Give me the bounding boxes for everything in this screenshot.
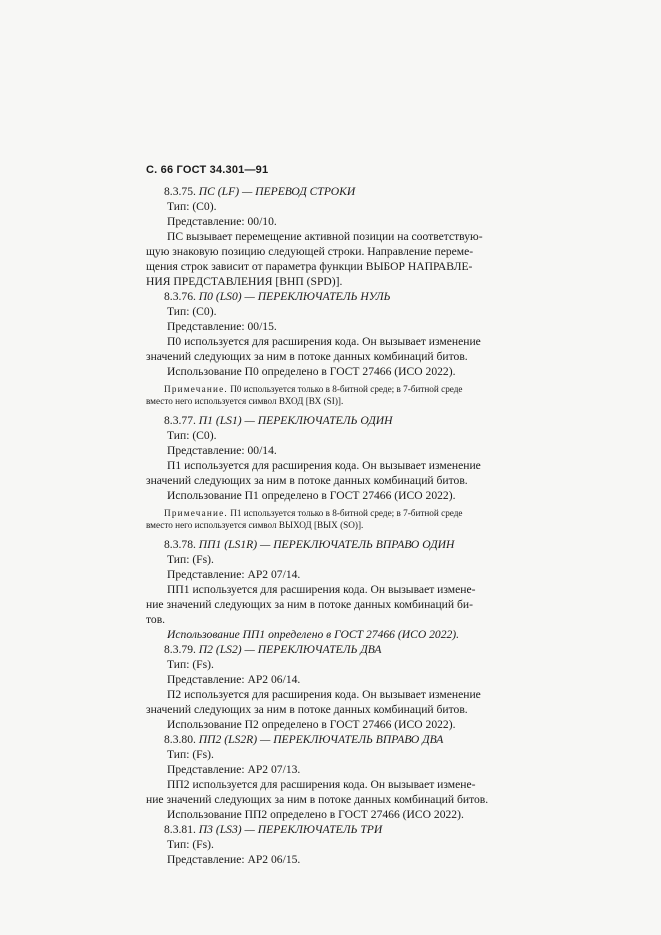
section-number: 8.3.75.: [164, 185, 196, 198]
paragraph-line: ние значений следующих за ним в потоке данных комбинаций битов.: [146, 793, 489, 806]
section-8-3-77: [146, 413, 522, 531]
section-8-3-80: [146, 732, 522, 822]
section-heading: [146, 289, 522, 304]
section-type: Тип: (Fs).: [167, 838, 214, 851]
section-type: Тип: (С0).: [167, 200, 217, 213]
section-title: ПП2 (LS2R) — ПЕРЕКЛЮЧАТЕЛЬ ВПРАВО ДВА: [198, 733, 444, 746]
section-type: Тип: (Fs).: [167, 748, 214, 761]
paragraph-line: значений следующих за ним в потоке данных комбинаций битов.: [146, 350, 468, 363]
usage-line: Использование П2 определено в ГОСТ 27466 (ИСО 2022).: [167, 718, 456, 731]
section-number: 8.3.81.: [164, 823, 196, 836]
paragraph-line: значений следующих за ним в потоке данных комбинаций битов.: [146, 474, 468, 487]
section-representation: Представление: 00/14.: [167, 444, 277, 457]
section-representation: Представление: АР2 07/13.: [167, 763, 301, 776]
section-representation: Представление: АР2 07/14.: [167, 568, 301, 581]
section-heading: [146, 184, 522, 199]
section-heading: [146, 537, 522, 552]
page-header: С. 66 ГОСТ 34.301—91: [146, 164, 269, 176]
note-text: П0 используется только в 8-битной среде; в 7-битной среде: [230, 384, 463, 394]
usage-line: Использование П1 определено в ГОСТ 27466 (ИСО 2022).: [167, 489, 456, 502]
section-representation: Представление: 00/15.: [167, 320, 277, 333]
section-representation: Представление: АР2 06/15.: [167, 853, 301, 866]
section-number: 8.3.79.: [164, 643, 196, 656]
section-number: 8.3.77.: [164, 414, 196, 427]
paragraph-line: ние значений следующих за ним в потоке данных комбинаций би-: [146, 598, 473, 611]
section-title: П3 (LS3) — ПЕРЕКЛЮЧАТЕЛЬ ТРИ: [198, 823, 383, 836]
section-number: 8.3.80.: [164, 733, 196, 746]
section-8-3-79: [146, 642, 522, 732]
section-type: Тип: (Fs).: [167, 553, 214, 566]
section-heading: [146, 732, 522, 747]
section-title: ПП1 (LS1R) — ПЕРЕКЛЮЧАТЕЛЬ ВПРАВО ОДИН: [198, 538, 455, 551]
note-label: Примечание.: [164, 508, 228, 518]
usage-line: Использование ПП1 определено в ГОСТ 27466 (ИСО 2022).: [167, 628, 460, 641]
section-8-3-75: [146, 184, 522, 289]
section-8-3-81: [146, 822, 522, 867]
paragraph-line: П0 используется для расширения кода. Он вызывает изменение: [167, 335, 481, 348]
section-representation: Представление: АР2 06/14.: [167, 673, 301, 686]
note-line: вместо него используется символ ВХОД [ВХ (SI)].: [146, 396, 344, 406]
section-number: 8.3.76.: [164, 290, 196, 303]
paragraph-line: НИЯ ПРЕДСТАВЛЕНИЯ [ВНП (SPD)].: [146, 275, 343, 288]
paragraph-line: щения строк зависит от параметра функции ВЫБОР НАПРАВЛЕ-: [146, 260, 473, 273]
section-title: ПС (LF) — ПЕРЕВОД СТРОКИ: [198, 185, 356, 198]
section-representation: Представление: 00/10.: [167, 215, 277, 228]
document-body: [146, 184, 522, 867]
section-title: П1 (LS1) — ПЕРЕКЛЮЧАТЕЛЬ ОДИН: [198, 414, 393, 427]
paragraph-line: ПП1 используется для расширения кода. Он вызывает измене-: [167, 583, 476, 596]
section-type: Тип: (С0).: [167, 429, 217, 442]
paragraph-line: ПП2 используется для расширения кода. Он вызывает измене-: [167, 778, 476, 791]
section-type: Тип: (С0).: [167, 305, 217, 318]
paragraph-line: тов.: [146, 613, 166, 626]
note-text: П1 используется только в 8-битной среде; в 7-битной среде: [230, 508, 463, 518]
section-heading: [146, 413, 522, 428]
note-label: Примечание.: [164, 384, 228, 394]
paragraph-line: П2 используется для расширения кода. Он вызывает изменение: [167, 688, 481, 701]
note-line: [146, 383, 522, 395]
section-8-3-78: [146, 537, 522, 642]
section-8-3-76: [146, 289, 522, 407]
section-heading: [146, 822, 522, 837]
section-type: Тип: (Fs).: [167, 658, 214, 671]
section-title: П0 (LS0) — ПЕРЕКЛЮЧАТЕЛЬ НУЛЬ: [198, 290, 391, 303]
paragraph-line: щую знаковую позицию следующей строки. Направление переме-: [146, 245, 474, 258]
paragraph-line: П1 используется для расширения кода. Он вызывает изменение: [167, 459, 481, 472]
section-number: 8.3.78.: [164, 538, 196, 551]
section-title: П2 (LS2) — ПЕРЕКЛЮЧАТЕЛЬ ДВА: [198, 643, 382, 656]
section-heading: [146, 642, 522, 657]
usage-line: Использование П0 определено в ГОСТ 27466 (ИСО 2022).: [167, 365, 456, 378]
paragraph-line: значений следующих за ним в потоке данных комбинаций битов.: [146, 703, 468, 716]
note-line: вместо него используется символ ВЫХОД [ВЫХ (SO)].: [146, 520, 364, 530]
note-line: [146, 507, 522, 519]
usage-line: Использование ПП2 определено в ГОСТ 27466 (ИСО 2022).: [167, 808, 464, 821]
paragraph-line: ПС вызывает перемещение активной позиции на соответствую-: [167, 230, 483, 243]
